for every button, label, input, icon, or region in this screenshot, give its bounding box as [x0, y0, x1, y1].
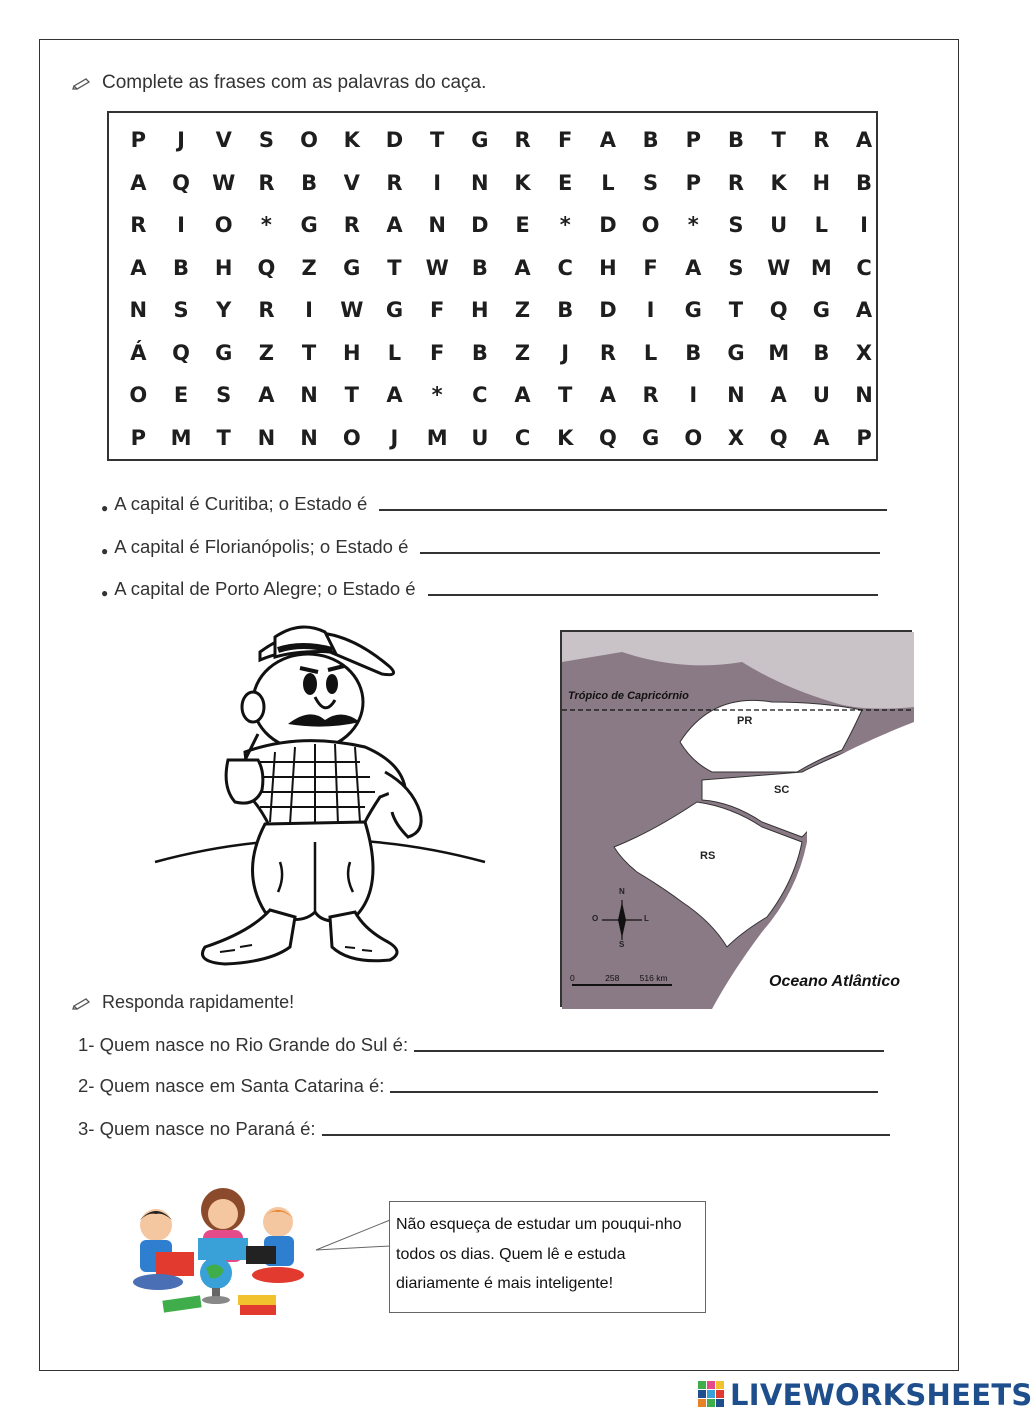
bullet-icon: ● [101, 544, 109, 558]
word-search-cell[interactable]: Y [216, 298, 232, 323]
word-search-cell[interactable]: R [599, 340, 616, 365]
statement-1-text: A capital é Curitiba; o Estado é [114, 493, 368, 514]
word-search-cell[interactable]: I [689, 383, 698, 408]
word-search-cell[interactable]: T [728, 298, 744, 323]
word-search-cell[interactable]: D [599, 213, 617, 238]
word-search-cell[interactable]: A [685, 255, 702, 280]
word-search-cell[interactable]: I [860, 213, 868, 238]
statement-2-answer-line[interactable] [420, 551, 880, 554]
word-search-cell[interactable]: A [855, 298, 873, 323]
word-search-cell[interactable]: V [215, 128, 232, 153]
compass-l: L [644, 914, 649, 923]
state-label-pr: PR [737, 715, 753, 727]
statement-1-answer-line[interactable] [379, 508, 887, 511]
word-search-cell[interactable]: N [300, 383, 318, 408]
word-search-cell[interactable]: O [300, 128, 319, 153]
word-search-cell[interactable]: A [599, 383, 617, 408]
word-search-cell[interactable]: N [129, 298, 148, 323]
word-search-cell[interactable]: A [386, 383, 403, 408]
word-search-cell[interactable]: R [258, 298, 275, 323]
word-search-cell[interactable]: I [305, 298, 313, 323]
word-search-cell[interactable]: H [812, 170, 831, 195]
word-search-cell[interactable]: Z [301, 255, 317, 280]
word-search-cell[interactable]: O [342, 425, 361, 450]
word-search-cell[interactable]: S [216, 383, 232, 408]
word-search-cell[interactable]: A [514, 255, 531, 280]
ocean-label: Oceano Atlântico [769, 973, 900, 990]
word-search-cell[interactable]: P [130, 128, 147, 153]
state-label-rs: RS [700, 850, 716, 862]
pencil-icon [72, 996, 94, 1010]
word-search-cell[interactable]: H [599, 255, 617, 280]
word-search-cell[interactable]: A [813, 425, 830, 450]
instruction-complete [72, 72, 486, 94]
statement-2 [101, 536, 880, 558]
bubble-pointer [312, 1218, 392, 1258]
word-search-cell[interactable]: T [558, 383, 573, 408]
gaucho-illustration [150, 612, 490, 982]
word-search-cell[interactable]: A [130, 255, 147, 280]
word-search-cell[interactable]: T [771, 128, 786, 153]
word-search-cell[interactable]: B [173, 255, 190, 280]
word-search-cell[interactable]: F [643, 255, 658, 280]
question-2-answer-line[interactable] [390, 1090, 878, 1093]
word-search-cell[interactable]: * [431, 383, 443, 408]
word-search-cell[interactable]: G [684, 298, 702, 323]
question-3 [78, 1118, 890, 1140]
word-search-cell[interactable]: Z [514, 298, 531, 323]
word-search-cell[interactable]: L [601, 170, 615, 195]
word-search-cell[interactable]: Q [172, 340, 190, 365]
word-search-cell[interactable]: P [685, 170, 701, 195]
compass-n: N [619, 887, 625, 896]
word-search-cell[interactable]: D [385, 128, 404, 153]
word-search-cell[interactable]: C [514, 425, 531, 450]
word-search-cell[interactable]: M [170, 425, 192, 450]
word-search-cell[interactable]: R [343, 213, 360, 238]
word-search-cell[interactable]: M [768, 340, 790, 365]
word-search-cell[interactable]: B [471, 255, 488, 280]
word-search-cell[interactable]: C [856, 255, 872, 280]
word-search-cell[interactable]: T [301, 340, 317, 365]
word-search-cell[interactable]: E [515, 213, 530, 238]
word-search-cell[interactable]: P [130, 425, 147, 450]
word-search-cell[interactable]: K [557, 425, 574, 450]
word-search-cell[interactable]: X [727, 425, 745, 450]
word-search-cell[interactable]: R [130, 213, 147, 238]
word-search-cell[interactable]: R [514, 128, 531, 153]
word-search-cell[interactable]: I [433, 170, 442, 195]
south-region-map [560, 630, 912, 1007]
word-search-cell[interactable]: I [177, 213, 185, 238]
word-search-cell[interactable]: H [471, 298, 489, 323]
word-search-cell[interactable]: G [215, 340, 233, 365]
word-search-cell[interactable]: Z [514, 340, 531, 365]
word-search-cell[interactable]: K [514, 170, 531, 195]
question-1 [78, 1034, 884, 1056]
tropic-label: Trópico de Capricórnio [568, 690, 689, 702]
word-search-cell[interactable]: Q [769, 425, 788, 450]
word-search-cell[interactable]: F [558, 128, 573, 153]
word-search-cell[interactable]: P [856, 425, 872, 450]
speech-bubble [389, 1201, 706, 1313]
word-search-cell[interactable]: L [814, 213, 829, 238]
word-search-cell[interactable]: Q [257, 255, 276, 280]
word-search-cell[interactable]: S [643, 170, 659, 195]
word-search-cell[interactable]: * [260, 213, 272, 238]
word-search-cell[interactable]: R [386, 170, 403, 195]
word-search-cell[interactable]: U [770, 213, 788, 238]
word-search-cell[interactable]: W [340, 298, 364, 323]
word-search-cell[interactable]: W [767, 255, 791, 280]
word-search-cell[interactable]: R [813, 128, 830, 153]
word-search-cell[interactable]: J [177, 128, 185, 153]
word-search-cell[interactable]: T [387, 255, 402, 280]
word-search-cell[interactable]: M [426, 425, 448, 450]
liveworksheets-logo[interactable] [698, 1378, 1033, 1412]
word-search-cell[interactable]: A [599, 128, 617, 153]
word-search-cell[interactable]: A [130, 170, 147, 195]
question-2 [78, 1075, 878, 1097]
scale-516: 516 km [639, 973, 668, 983]
word-search-cell[interactable]: E [173, 383, 189, 408]
word-search-cell[interactable]: G [641, 425, 660, 450]
word-search-cell[interactable]: L [643, 340, 658, 365]
kids-reading-illustration [128, 1180, 318, 1325]
word-search-cell[interactable]: Á [130, 340, 147, 365]
word-search-cell[interactable]: S [728, 213, 744, 238]
word-search-cell[interactable]: B [685, 340, 702, 365]
liveworksheets-logo-icon [698, 1381, 726, 1409]
word-search-cell[interactable]: L [387, 340, 402, 365]
word-search-cell[interactable]: B [301, 170, 318, 195]
word-search-cell[interactable]: N [300, 425, 318, 450]
word-search-cell[interactable]: B [557, 298, 574, 323]
word-search-cell[interactable]: * [687, 213, 699, 238]
word-search-cell[interactable]: H [214, 255, 233, 280]
word-search-cell[interactable]: A [770, 383, 787, 408]
map-scale [570, 973, 668, 983]
word-search-cell[interactable]: S [258, 128, 274, 153]
instruction-respond-text: Responda rapidamente! [102, 992, 295, 1012]
word-search-cell[interactable]: O [684, 425, 703, 450]
word-search-cell[interactable]: W [212, 170, 236, 195]
word-search-cell[interactable]: O [214, 213, 233, 238]
word-search-cell[interactable]: E [558, 170, 573, 195]
word-search-cell[interactable]: U [471, 425, 489, 450]
compass-s: S [619, 940, 625, 949]
compass-o: O [592, 914, 599, 923]
word-search-cell[interactable]: T [216, 425, 231, 450]
question-1-answer-line[interactable] [414, 1049, 884, 1052]
word-search-cell[interactable]: G [343, 255, 361, 280]
question-3-answer-line[interactable] [322, 1133, 890, 1136]
scale-0: 0 [570, 973, 575, 983]
word-search-cell[interactable]: W [425, 255, 449, 280]
word-search-cell[interactable]: N [855, 383, 873, 408]
word-search-cell[interactable]: J [390, 425, 399, 450]
word-search-cell[interactable]: K [343, 128, 360, 153]
word-search-cell[interactable]: F [429, 298, 445, 323]
bullet-icon: ● [101, 586, 109, 600]
word-search-cell[interactable]: S [173, 298, 189, 323]
statement-3-text: A capital de Porto Alegre; o Estado é [114, 578, 416, 599]
word-search-cell[interactable]: B [642, 128, 659, 153]
word-search-cell[interactable]: D [599, 298, 617, 323]
word-search [107, 111, 878, 461]
question-2-text: 2- Quem nasce em Santa Catarina é: [78, 1075, 385, 1096]
word-search-cell[interactable]: D [471, 213, 489, 238]
word-search-cell[interactable]: U [812, 383, 830, 408]
word-search-cell[interactable]: F [429, 340, 445, 365]
word-search-cell[interactable]: Q [172, 170, 190, 195]
word-search-cell[interactable]: A [386, 213, 403, 238]
map-drawing [562, 632, 914, 1009]
brand-text: LIVEWORKSHEETS [730, 1378, 1033, 1412]
word-search-cell[interactable]: M [810, 255, 832, 280]
word-search-cell[interactable]: T [344, 383, 359, 408]
word-search-cell[interactable]: A [855, 128, 873, 153]
word-search-cell[interactable]: G [812, 298, 830, 323]
word-search-cell[interactable]: K [770, 170, 787, 195]
word-search-cell[interactable]: O [641, 213, 660, 238]
word-search-cell[interactable]: B [856, 170, 873, 195]
word-search-cell[interactable]: G [471, 128, 489, 153]
word-search-cell[interactable]: P [685, 128, 701, 153]
word-search-grid [117, 119, 885, 459]
word-search-cell[interactable]: Z [258, 340, 275, 365]
word-search-cell[interactable]: T [429, 128, 445, 153]
word-search-cell[interactable]: G [727, 340, 745, 365]
word-search-cell[interactable]: N [471, 170, 489, 195]
word-search-cell[interactable]: N [257, 425, 276, 450]
word-search-cell[interactable]: C [557, 255, 573, 280]
word-search-cell[interactable]: G [300, 213, 318, 238]
scale-258: 258 [605, 973, 620, 983]
state-label-sc: SC [774, 784, 790, 796]
word-search-cell[interactable]: A [258, 383, 275, 408]
statement-1 [101, 493, 887, 515]
statement-3 [101, 578, 878, 600]
word-search-cell[interactable]: R [727, 170, 745, 195]
word-search-cell[interactable]: X [855, 340, 873, 365]
word-search-cell[interactable]: B [727, 128, 744, 153]
word-search-cell[interactable]: * [559, 213, 571, 238]
instruction-complete-text: Complete as frases com as palavras do caça. [102, 72, 487, 93]
statement-3-answer-line[interactable] [428, 593, 878, 596]
statement-2-text: A capital é Florianópolis; o Estado é [114, 536, 409, 557]
instruction-respond [72, 992, 294, 1013]
bullet-icon: ● [101, 501, 109, 515]
word-search-cell[interactable]: O [129, 383, 148, 408]
word-search-cell[interactable]: Q [598, 425, 617, 450]
word-search-cell[interactable]: G [385, 298, 404, 323]
word-search-cell[interactable]: Q [769, 298, 788, 323]
speech-bubble-text: Não esqueça de estudar um pouqui-nho todos os dias. Quem lê e estuda diariamente é mais inteligente! [396, 1216, 682, 1292]
word-search-cell[interactable]: N [428, 213, 446, 238]
word-search-cell[interactable]: S [728, 255, 744, 280]
word-search-cell[interactable]: R [258, 170, 275, 195]
word-search-cell[interactable]: C [472, 383, 488, 408]
word-search-cell[interactable]: B [471, 340, 488, 365]
word-search-cell[interactable]: J [561, 340, 570, 365]
word-search-cell[interactable]: N [727, 383, 745, 408]
word-search-cell[interactable]: H [342, 340, 361, 365]
word-search-cell[interactable]: I [646, 298, 655, 323]
pencil-icon [72, 76, 94, 90]
word-search-cell[interactable]: A [514, 383, 531, 408]
word-search-cell[interactable]: V [343, 170, 360, 195]
question-1-text: 1- Quem nasce no Rio Grande do Sul é: [78, 1034, 409, 1055]
word-search-cell[interactable]: B [813, 340, 830, 365]
word-search-cell[interactable]: R [642, 383, 659, 408]
book-icon [162, 1295, 201, 1312]
book-icon [238, 1295, 276, 1305]
question-3-text: 3- Quem nasce no Paraná é: [78, 1118, 316, 1139]
